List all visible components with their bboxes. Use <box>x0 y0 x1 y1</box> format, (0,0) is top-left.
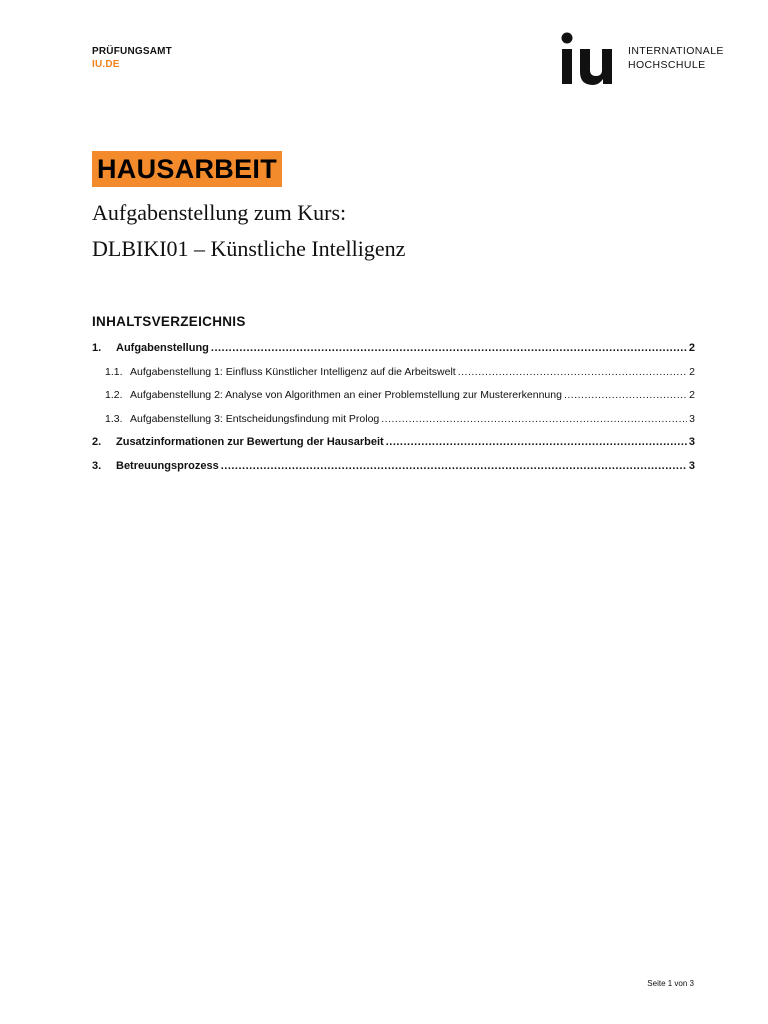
toc-dot-leader <box>221 458 687 474</box>
toc-entry-page: 2 <box>689 365 695 378</box>
toc-entry-label[interactable]: Aufgabenstellung 2: Analyse von Algorithmen an einer Problemstellung zur Mustererkennung <box>130 389 562 401</box>
toc-entry-number: 1.3. <box>105 412 123 425</box>
toc-entry-page: 2 <box>688 342 695 354</box>
table-of-contents <box>92 340 695 481</box>
domain-link[interactable]: IU.DE <box>92 59 120 70</box>
header-left <box>92 45 172 71</box>
toc-entry[interactable] <box>92 458 695 482</box>
toc-entry-number: 1.2. <box>105 389 123 401</box>
logo-text <box>628 44 724 72</box>
iu-logo-mark-icon <box>560 32 618 86</box>
toc-entry[interactable] <box>92 340 695 364</box>
toc-entry-page: 3 <box>689 412 695 425</box>
toc-entry-page: 3 <box>688 436 695 448</box>
toc-dot-leader <box>211 340 687 356</box>
document-title: HAUSARBEIT <box>92 151 282 187</box>
toc-entry-page: 2 <box>689 389 695 401</box>
toc-entry[interactable] <box>92 387 695 411</box>
page-number: Seite 1 von 3 <box>647 979 694 988</box>
toc-heading: INHALTSVERZEICHNIS <box>92 314 246 329</box>
toc-entry[interactable] <box>92 364 695 388</box>
logo-line-1: INTERNATIONALE <box>628 45 724 57</box>
toc-dot-leader <box>381 411 687 427</box>
toc-entry-label[interactable]: Aufgabenstellung 3: Entscheidungsfindung mit Prolog <box>130 412 380 425</box>
toc-dot-leader <box>386 434 687 450</box>
subtitle-course-label: Aufgabenstellung zum Kurs: <box>92 200 347 225</box>
toc-entry-number: 2. <box>92 436 102 448</box>
toc-entry[interactable] <box>92 434 695 458</box>
logo-line-2: HOCHSCHULE <box>628 59 706 71</box>
toc-entry-label[interactable]: Aufgabenstellung 1: Einfluss Künstlicher Intelligenz auf die Arbeitswelt <box>130 365 456 378</box>
toc-dot-leader <box>458 364 687 380</box>
toc-entry-label[interactable]: Aufgabenstellung <box>116 342 209 354</box>
toc-entry-number: 1. <box>92 342 102 354</box>
toc-entry-page: 3 <box>688 459 695 472</box>
toc-dot-leader <box>564 387 687 403</box>
toc-entry[interactable] <box>92 411 695 435</box>
toc-entry-number: 1.1. <box>105 365 123 378</box>
iu-logo <box>560 32 724 86</box>
office-name: PRÜFUNGSAMT <box>92 46 172 57</box>
subtitle-course-name: DLBIKI01 – Künstliche Intelligenz <box>92 236 406 261</box>
toc-entry-label[interactable]: Zusatzinformationen zur Bewertung der Hausarbeit <box>116 436 384 448</box>
toc-entry-number: 3. <box>92 459 102 472</box>
toc-entry-label[interactable]: Betreuungsprozess <box>116 459 219 472</box>
